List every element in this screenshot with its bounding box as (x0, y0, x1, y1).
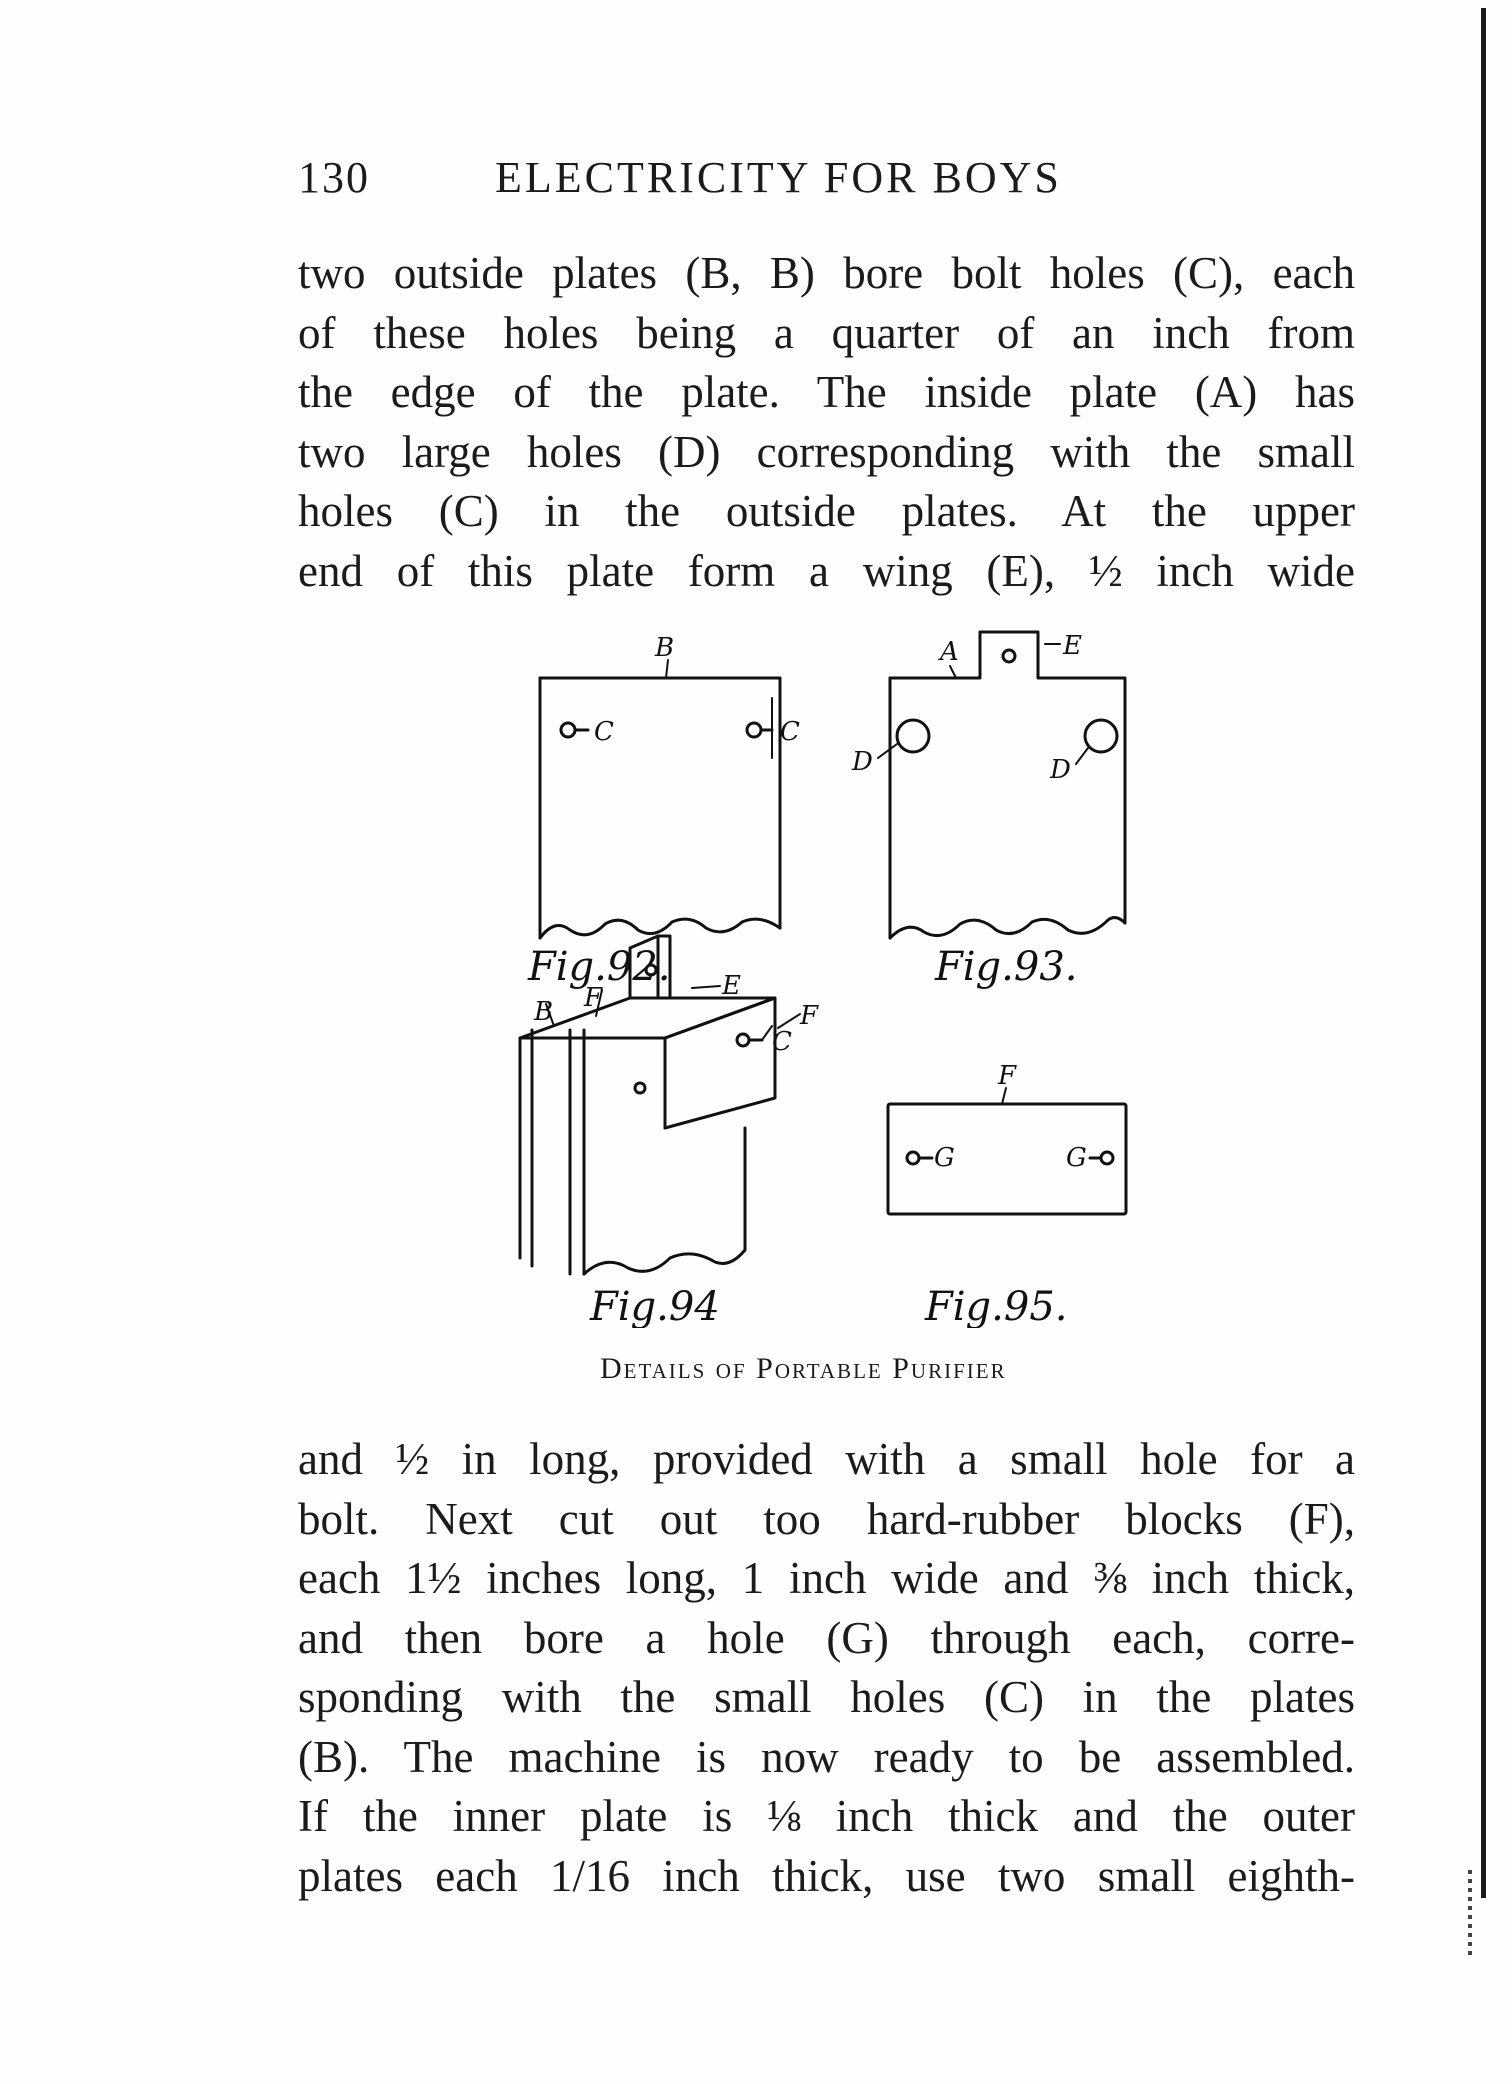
fig92-title: Fig.92. (528, 944, 671, 990)
label-fig94-b: B (534, 997, 554, 1027)
fig93-plate (878, 632, 1125, 938)
figure-caption: Details of Portable Purifier (600, 1352, 1007, 1385)
book-title: ELECTRICITY FOR BOYS (495, 153, 1062, 202)
label-fig94-f-left: F (584, 983, 603, 1013)
text-line: two outside plates (B, B) bore bolt holes (C), each (298, 248, 1355, 298)
running-header (298, 152, 1178, 212)
text-line: and ½ in long, provided with a small hole for a (298, 1434, 1355, 1484)
purifier-figure (510, 618, 1150, 1328)
fig94-title: Fig.94 (590, 1284, 720, 1328)
label-fig92-b: B (655, 633, 675, 663)
label-fig93-a: A (940, 637, 959, 667)
text-line: and then bore a hole (G) through each, corre- (298, 1612, 1355, 1663)
page-number: 130 (298, 153, 370, 202)
text-line: each 1½ inches long, 1 inch wide and ⅜ inch thick, (298, 1553, 1355, 1603)
label-fig92-c-left: C (594, 717, 614, 747)
purifier-drawing (510, 618, 1150, 1328)
page-edge-speckle (1468, 1870, 1472, 1960)
text-line: end of this plate form a wing (E), ½ inch wide (298, 545, 1355, 596)
body-text-bottom (298, 1430, 1355, 1906)
text-line: bolt. Next cut out too hard-rubber blocks (F), (298, 1493, 1355, 1544)
label-fig93-d-right: D (1050, 755, 1071, 785)
label-fig93-d-left: D (852, 747, 873, 777)
fig95-title: Fig.95. (925, 1284, 1068, 1328)
label-fig94-e: E (722, 971, 741, 1001)
label-fig93-e: E (1063, 631, 1082, 661)
text-line: (B). The machine is now ready to be assembled. (298, 1731, 1355, 1782)
label-fig92-c-right: C (780, 717, 800, 747)
label-fig94-f-right: F (800, 1001, 819, 1031)
text-line: plates each 1/16 inch thick, use two small eighth- (298, 1850, 1355, 1901)
text-line: holes (C) in the outside plates. At the upper (298, 486, 1355, 536)
text-line: the edge of the plate. The inside plate (A) has (298, 367, 1355, 417)
text-line: two large holes (D) corresponding with the small (298, 426, 1355, 477)
body-text-top (298, 244, 1355, 601)
text-line: If the inner plate is ⅛ inch thick and the outer (298, 1791, 1355, 1841)
label-fig95-g-left: G (934, 1143, 955, 1173)
label-fig94-c: C (772, 1027, 792, 1057)
fig95-block (888, 1088, 1126, 1214)
label-fig95-g-right: G (1066, 1143, 1087, 1173)
text-line: of these holes being a quarter of an inch from (298, 307, 1355, 358)
label-fig95-f: F (998, 1061, 1017, 1091)
page-edge-shadow (1481, 8, 1486, 1898)
fig92-plate (540, 660, 780, 938)
text-line: sponding with the small holes (C) in the plates (298, 1672, 1355, 1722)
fig93-title: Fig.93. (935, 944, 1078, 990)
